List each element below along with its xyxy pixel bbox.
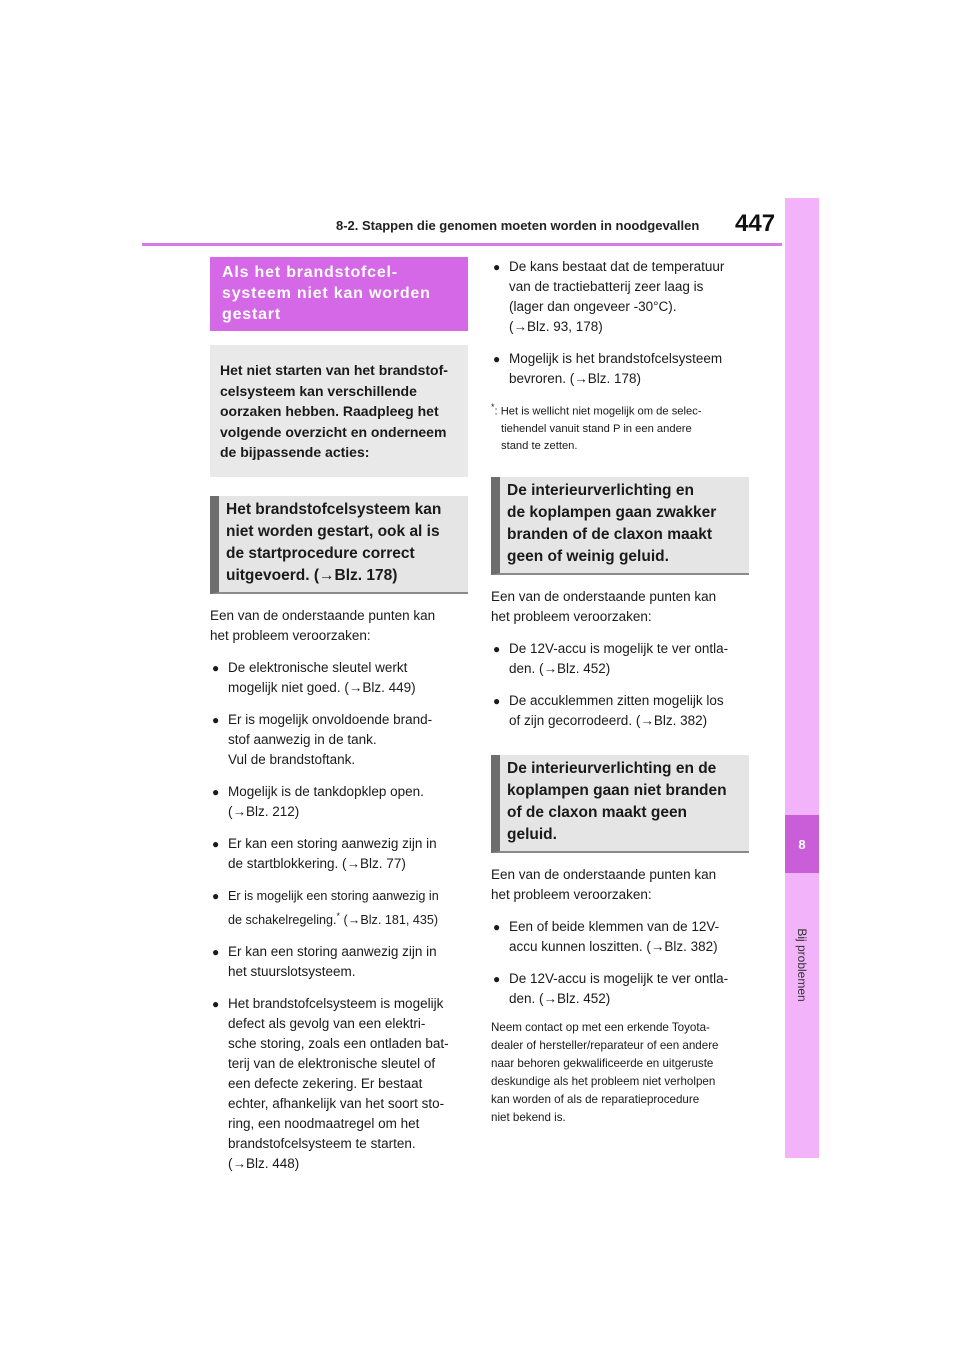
lead-paragraph: Een van de onderstaande punten kan het probleem veroorzaken:: [210, 607, 436, 643]
section-heading-text: De interieurverlichting en de koplampen gaan niet branden of de claxon maakt geen geluid.: [507, 759, 727, 843]
header-rule: [142, 243, 782, 246]
bullet-icon: ●: [212, 784, 220, 799]
list-item: [210, 994, 468, 1174]
list-item: [210, 942, 468, 982]
list-item: [491, 639, 749, 679]
section-heading-no-lights: [491, 755, 749, 853]
footnote-marker: *: [336, 910, 341, 921]
bullet-icon: ●: [212, 712, 220, 727]
section-heading-text: Het brandstofcelsysteem kan niet worden gestart, ook al is de startprocedure correct uitgevoerd. (→Blz. 178): [226, 500, 442, 584]
list-item-text: Er is mogelijk een storing aanwezig in de schakelregeling.: [228, 888, 439, 927]
bullet-icon: ●: [212, 836, 220, 851]
left-column: [210, 257, 468, 1174]
section-heading-dim-lights: [491, 477, 749, 575]
bullet-icon: ●: [212, 660, 220, 675]
list-item-text: De 12V-accu is mogelijk te ver ontla- den. (→Blz. 452): [509, 970, 729, 1006]
list-item-text: Het brandstofcelsysteem is mogelijk defect als gevolg van een elektri- sche storing, zoals een ontladen bat- terij van de elektronische sleutel of een defecte zekering. Er bestaat echter, afhankelijk van het soort sto- ring, een noodmaatregel om het brandstofcelsysteem te starten. (→Blz. 448): [228, 995, 449, 1171]
footnote: [491, 399, 749, 455]
chapter-label: Bij problemen: [795, 928, 809, 1002]
list-item-text: Een of beide klemmen van de 12V- accu kunnen loszitten. (→Blz. 382): [509, 918, 720, 954]
closing-paragraph: Neem contact op met een erkende Toyota- dealer of hersteller/reparateur of een andere naar behoren gekwalificeerde en uitgeruste deskundige als het probleem niet verholpen kan worden of als de reparatieprocedure niet bekend is.: [491, 1020, 719, 1124]
bullet-icon: ●: [212, 944, 220, 959]
chapter-side-tab: [785, 198, 819, 1158]
list-item-shift-control: [210, 886, 468, 930]
list-item: [491, 691, 749, 731]
bullet-icon: ●: [493, 641, 501, 656]
list-item-text: Mogelijk is het brandstofcelsysteem bevroren. (→Blz. 178): [509, 351, 723, 386]
intro-text: Het niet starten van het brandstof- celsysteem kan verschillende oorzaken hebben. Raadpleeg het volgende overzicht en onderneem de bijpassende acties:: [220, 362, 448, 460]
list-item: [491, 917, 749, 957]
bullet-icon: ●: [493, 971, 501, 986]
running-header: 8-2. Stappen die genomen moeten worden in noodgevallen: [336, 218, 700, 233]
list-item: [210, 710, 468, 770]
list-item-text: De 12V-accu is mogelijk te ver ontla- den. (→Blz. 452): [509, 640, 729, 676]
list-item-text: Mogelijk is de tankdopklep open. (→Blz. 212): [228, 783, 424, 819]
page-number: 447: [735, 210, 776, 237]
bullet-icon: ●: [493, 919, 501, 934]
section-heading-text: De interieurverlichting en de koplampen gaan zwakker branden of de claxon maakt geen of weinig geluid.: [507, 481, 717, 565]
right-column: [491, 257, 749, 1127]
lead-paragraph: Een van de onderstaande punten kan het probleem veroorzaken:: [491, 866, 717, 902]
list-item-reference: (→Blz. 181, 435): [340, 912, 439, 927]
list-item: [491, 257, 749, 337]
list-item: [491, 349, 749, 389]
chapter-number-tab: 8: [785, 815, 819, 873]
footnote-marker: *: [491, 402, 495, 412]
lead-paragraph: Een van de onderstaande punten kan het probleem veroorzaken:: [491, 588, 717, 624]
list-item: [491, 969, 749, 1009]
bullet-icon: ●: [212, 996, 220, 1011]
intro-box: [210, 345, 468, 477]
bullet-icon: ●: [493, 352, 501, 366]
list-item-text: De accuklemmen zitten mogelijk los of zijn gecorrodeerd. (→Blz. 382): [509, 692, 724, 728]
footnote-text: : Het is wellicht niet mogelijk om de selec- tiehendel vanuit stand P in een andere stand te zetten.: [494, 405, 702, 452]
topic-banner-text: Als het brandstofcel- systeem niet kan worden gestart: [222, 264, 431, 323]
list-item-text: Er kan een storing aanwezig zijn in het stuurslotsysteem.: [228, 943, 437, 979]
list-item-text: De kans bestaat dat de temperatuur van de tractiebatterij zeer laag is (lager dan ongeveer -30°C). (→Blz. 93, 178): [509, 259, 725, 334]
list-item-text: Er is mogelijk onvoldoende brand- stof aanwezig in de tank. Vul de brandstoftank.: [228, 711, 433, 767]
list-item-text: De elektronische sleutel werkt mogelijk niet goed. (→Blz. 449): [228, 659, 416, 695]
bullet-icon: ●: [493, 693, 501, 708]
section-heading-startup-failure: [210, 496, 468, 594]
topic-banner: [210, 257, 468, 331]
list-item: [210, 782, 468, 822]
list-item: [210, 834, 468, 874]
bullet-icon: ●: [212, 888, 220, 903]
bullet-icon: ●: [493, 260, 501, 274]
list-item: [210, 658, 468, 698]
list-item-text: Er kan een storing aanwezig zijn in de startblokkering. (→Blz. 77): [228, 835, 437, 871]
